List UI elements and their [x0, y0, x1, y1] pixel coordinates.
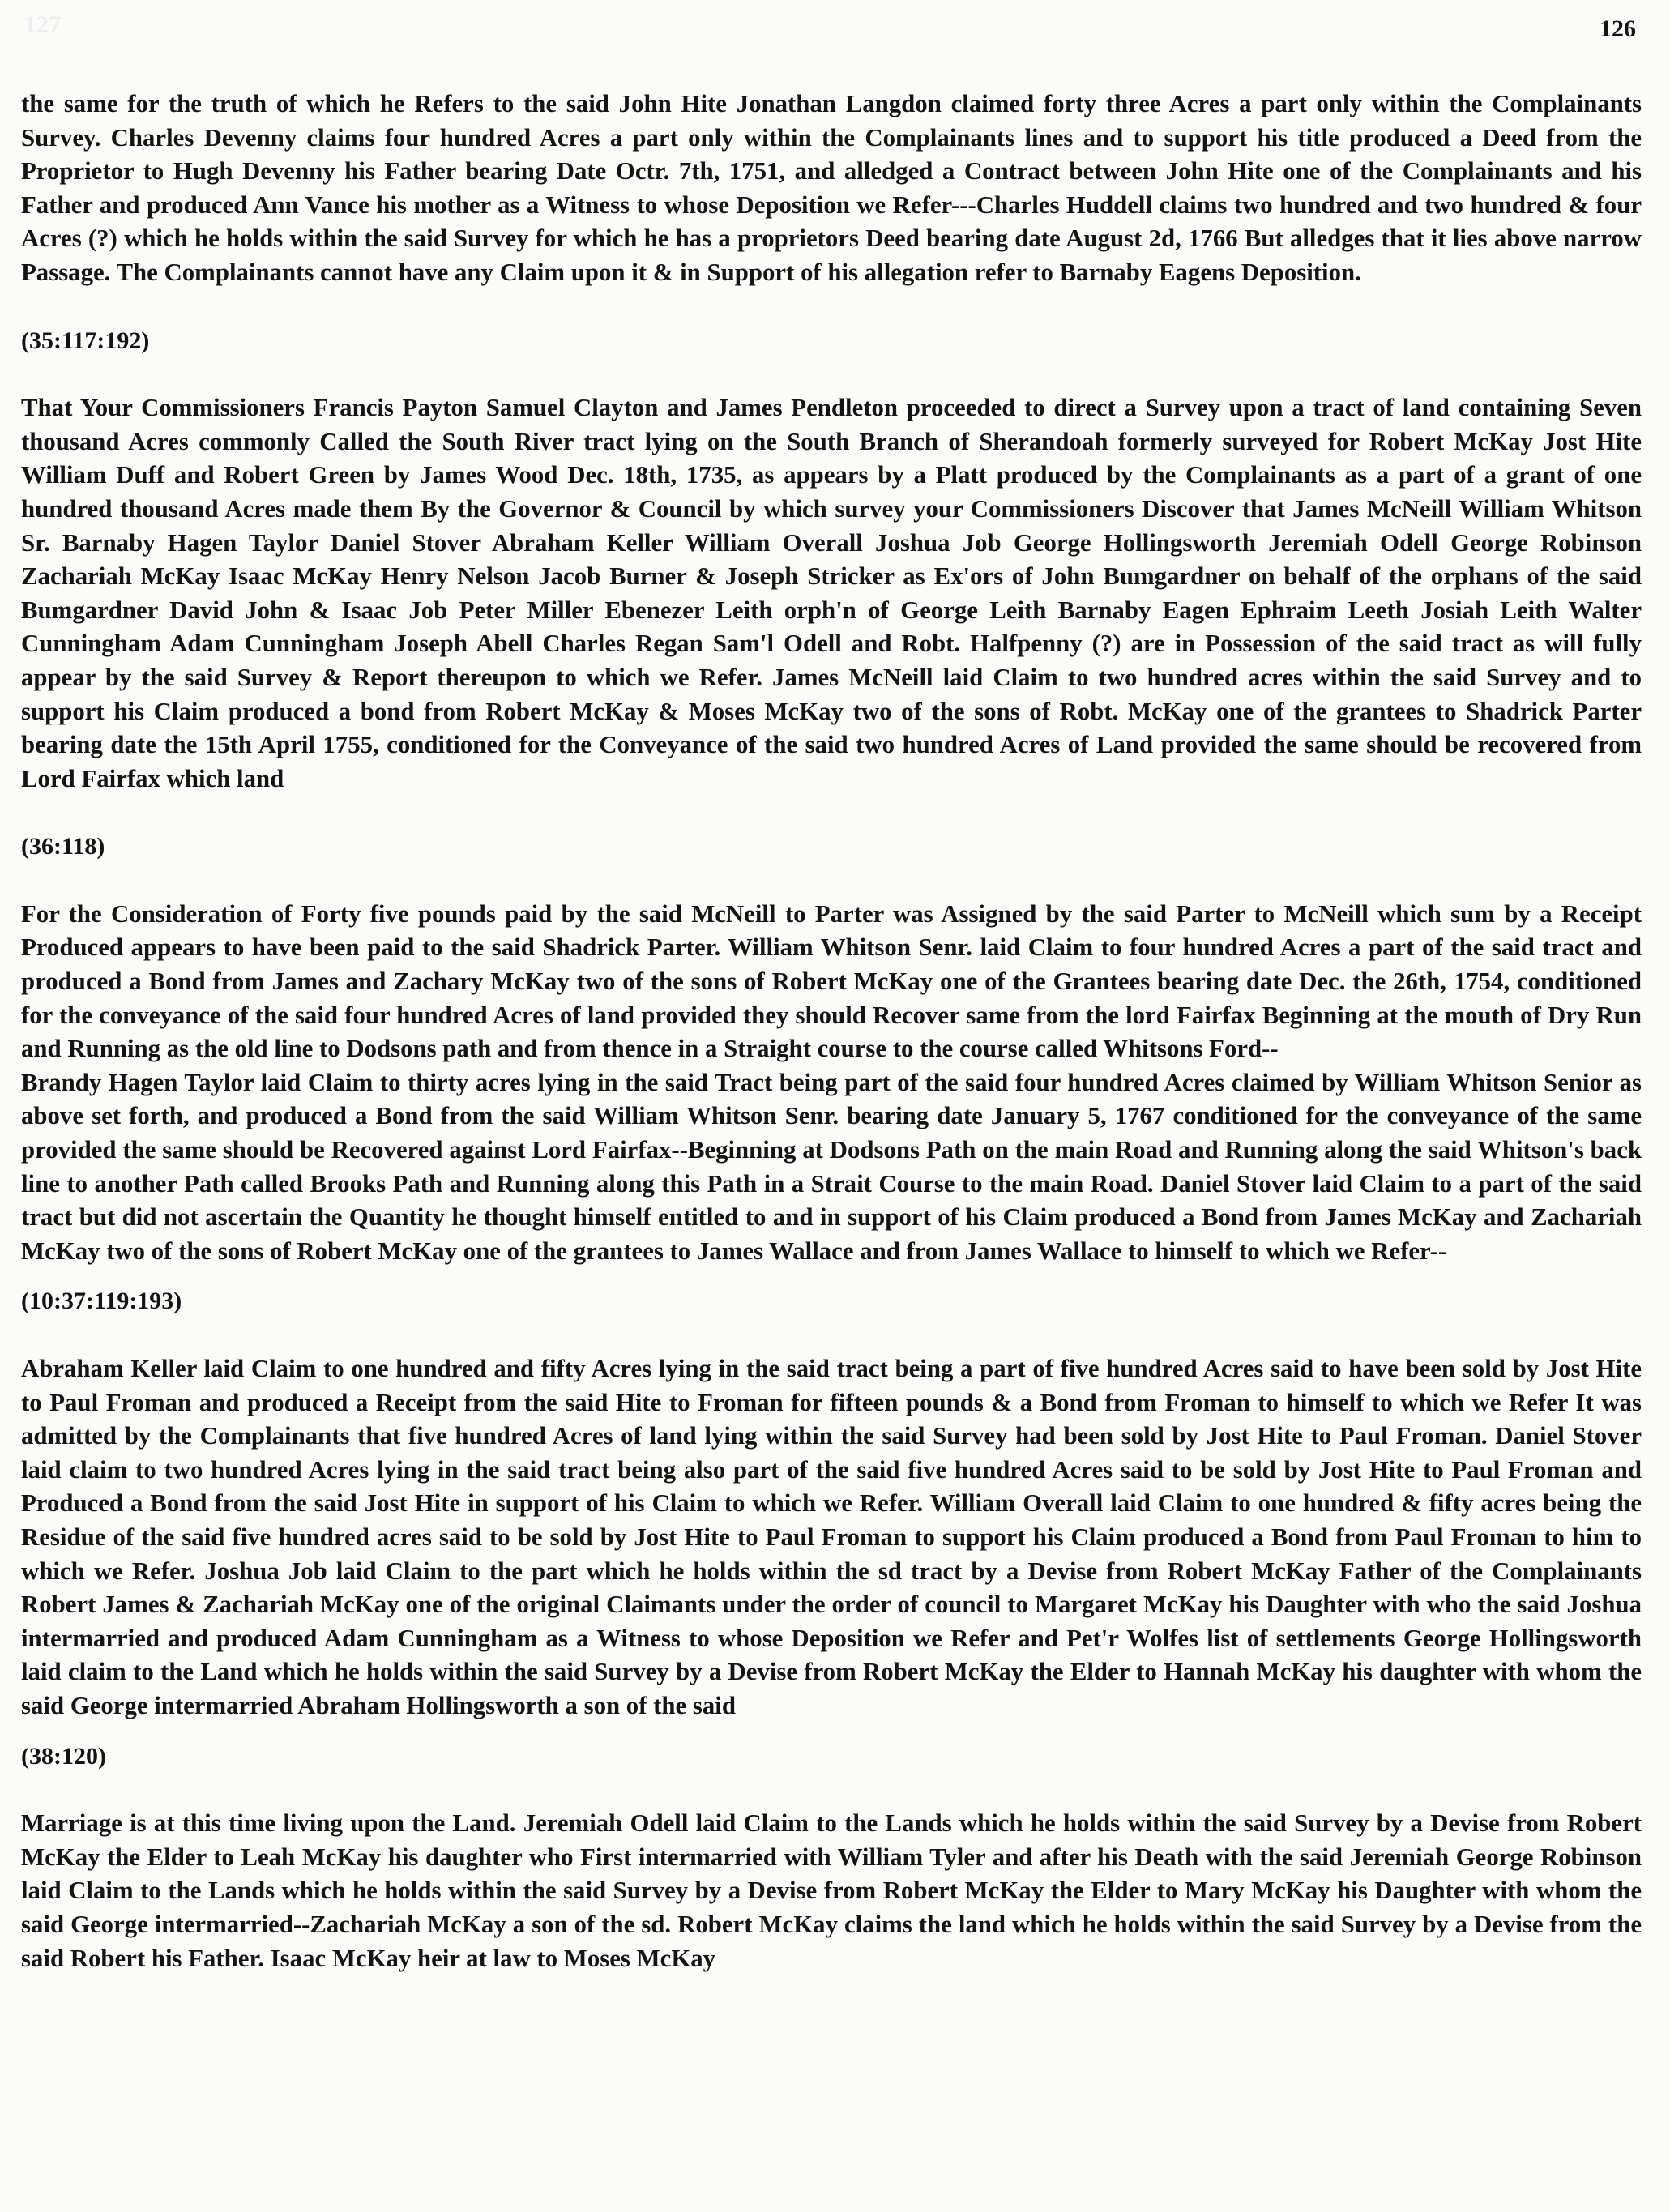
- citation-36-118: (36:118): [21, 833, 105, 860]
- paragraph-4: Abraham Keller laid Claim to one hundred and fifty Acres lying in the said tract being a part of five hundred Acres said to have been sold by Jost Hite to Paul Froman and produced a Receipt from the said Hite to Froman for fifteen pounds & a Bond from Froman to himself to which we Refer It was admitted by the Complainants that five hundred Acres of land lying within the said Survey had been sold by Jost Hite to Paul Froman. Daniel Stover laid claim to two hundred Acres lying in the said tract being also part of the said five hundred Acres said to be sold by Jost Hite to Paul Froman and Produced a Bond from the said Jost Hite in support of his Claim to which we Refer. William Overall laid Claim to one hundred & fifty acres being the Residue of the said five hundred acres said to be sold by Jost Hite to Paul Froman to support his Claim produced a Bond from Paul Froman to him to which we Refer. Joshua Job laid Claim to the part which he holds within the sd tract by a Devise from Robert McKay Father of the Complainants Robert James & Zachariah McKay one of the original Claimants under the order of council to Margaret McKay his Daughter with who the said Joshua intermarried and produced Adam Cunningham as a Witness to whose Deposition we Refer and Pet'r Wolfes list of settlements George Hollingsworth laid claim to the Land which he holds within the said Survey by a Devise from Robert McKay the Elder to Hannah McKay his daughter with whom the said George intermarried Abraham Hollingsworth a son of the said: [21, 1355, 1642, 1719]
- paragraph-1: the same for the truth of which he Refers to the said John Hite Jonathan Langdon claimed forty three Acres a part only within the Complainants Survey. Charles Devenny claims four hundred Acres a part only within the Complainants lines and to support his title produced a Deed from the Proprietor to Hugh Devenny his Father bearing Date Octr. 7th, 1751, and alledged a Contract between John Hite one of the Complainants and his Father and produced Ann Vance his mother as a Witness to whose Deposition we Refer---Charles Huddell claims two hundred and two hundred & four Acres (?) which he holds within the said Survey for which he has a proprietors Deed bearing date August 2d, 1766 But alledges that it lies above narrow Passage. The Complainants cannot have any Claim upon it & in Support of his allegation refer to Barnaby Eagens Deposition.: [21, 90, 1642, 286]
- paragraph-5: Marriage is at this time living upon the Land. Jeremiah Odell laid Claim to the Lands which he holds within the said Survey by a Devise from Robert McKay the Elder to Leah McKay his daughter who First intermarried with William Tyler and after his Death with the said Jeremiah George Robinson laid Claim to the Lands which he holds within the said Survey by a Devise from Robert McKay the Elder to Mary McKay his Daughter with whom the said George intermarried--Zachariah McKay a son of the sd. Robert McKay claims the land which he holds within the said Survey by a Devise from the said Robert his Father. Isaac McKay heir at law to Moses McKay: [21, 1809, 1642, 1972]
- bleed-through-page-number: 127: [24, 11, 61, 38]
- citation-38-120: (38:120): [21, 1742, 106, 1770]
- citation-10-37-119-193: (10:37:119:193): [21, 1287, 182, 1315]
- page-number: 126: [1600, 15, 1636, 42]
- paragraph-2: That Your Commissioners Francis Payton Samuel Clayton and James Pendleton proceeded to direct a Survey upon a tract of land containing Seven thousand Acres commonly Called the South River tract lying on the South Branch of Sherandoah formerly surveyed for Robert McKay Jost Hite William Duff and Robert Green by James Wood Dec. 18th, 1735, as appears by a Platt produced by the Complainants as a part of a grant of one hundred thousand Acres made them By the Governor & Council by which survey your Commissioners Discover that James McNeill William Whitson Sr. Barnaby Hagen Taylor Daniel Stover Abraham Keller William Overall Joshua Job George Hollingsworth Jeremiah Odell George Robinson Zachariah McKay Isaac McKay Henry Nelson Jacob Burner & Joseph Stricker as Ex'ors of John Bumgardner on behalf of the orphans of the said Bumgardner David John & Isaac Job Peter Miller Ebenezer Leith orph'n of George Leith Barnaby Eagen Ephraim Leeth Josiah Leith Walter Cunningham Adam Cunningham Joseph Abell Charles Regan Sam'l Odell and Robt. Halfpenny (?) are in Possession of the said tract as will fully appear by the said Survey & Report thereupon to which we Refer. James McNeill laid Claim to two hundred acres within the said Survey and to support his Claim produced a bond from Robert McKay & Moses McKay two of the sons of Robt. McKay one of the grantees to Shadrick Parter bearing date the 15th April 1755, conditioned for the Conveyance of the said two hundred Acres of Land provided the same should be recovered from Lord Fairfax which land: [21, 394, 1642, 792]
- citation-35-117-192: (35:117:192): [21, 327, 150, 354]
- paragraph-3: For the Consideration of Forty five pounds paid by the said McNeill to Parter was Assigned by the said Parter to McNeill which sum by a Receipt Produced appears to have been paid to the said Shadrick Parter. William Whitson Senr. laid Claim to four hundred Acres a part of the said tract and produced a Bond from James and Zachary McKay two of the sons of Robert McKay one of the Grantees bearing date Dec. the 26th, 1754, conditioned for the conveyance of the said four hundred Acres of land provided they should Recover same from the lord Fairfax Beginning at the mouth of Dry Run and Running as the old line to Dodsons path and from thence in a Straight course to the course called Whitsons Ford-- Brandy Hagen Taylor laid Claim to thirty acres lying in the said Tract being part of the said four hundred Acres claimed by William Whitson Senior as above set forth, and produced a Bond from the said William Whitson Senr. bearing date January 5, 1767 conditioned for the conveyance of the same provided the same should be Recovered against Lord Fairfax--Beginning at Dodsons Path on the main Road and Running along the said Whitson's back line to another Path called Brooks Path and Running along this Path in a Strait Course to the main Road. Daniel Stover laid Claim to a part of the said tract but did not ascertain the Quantity he thought himself entitled to and in support of his Claim produced a Bond from James McKay and Zachariah McKay two of the sons of Robert McKay one of the grantees to James Wallace and from James Wallace to himself to which we Refer--: [21, 899, 1642, 1265]
- document-body: [21, 88, 1642, 1975]
